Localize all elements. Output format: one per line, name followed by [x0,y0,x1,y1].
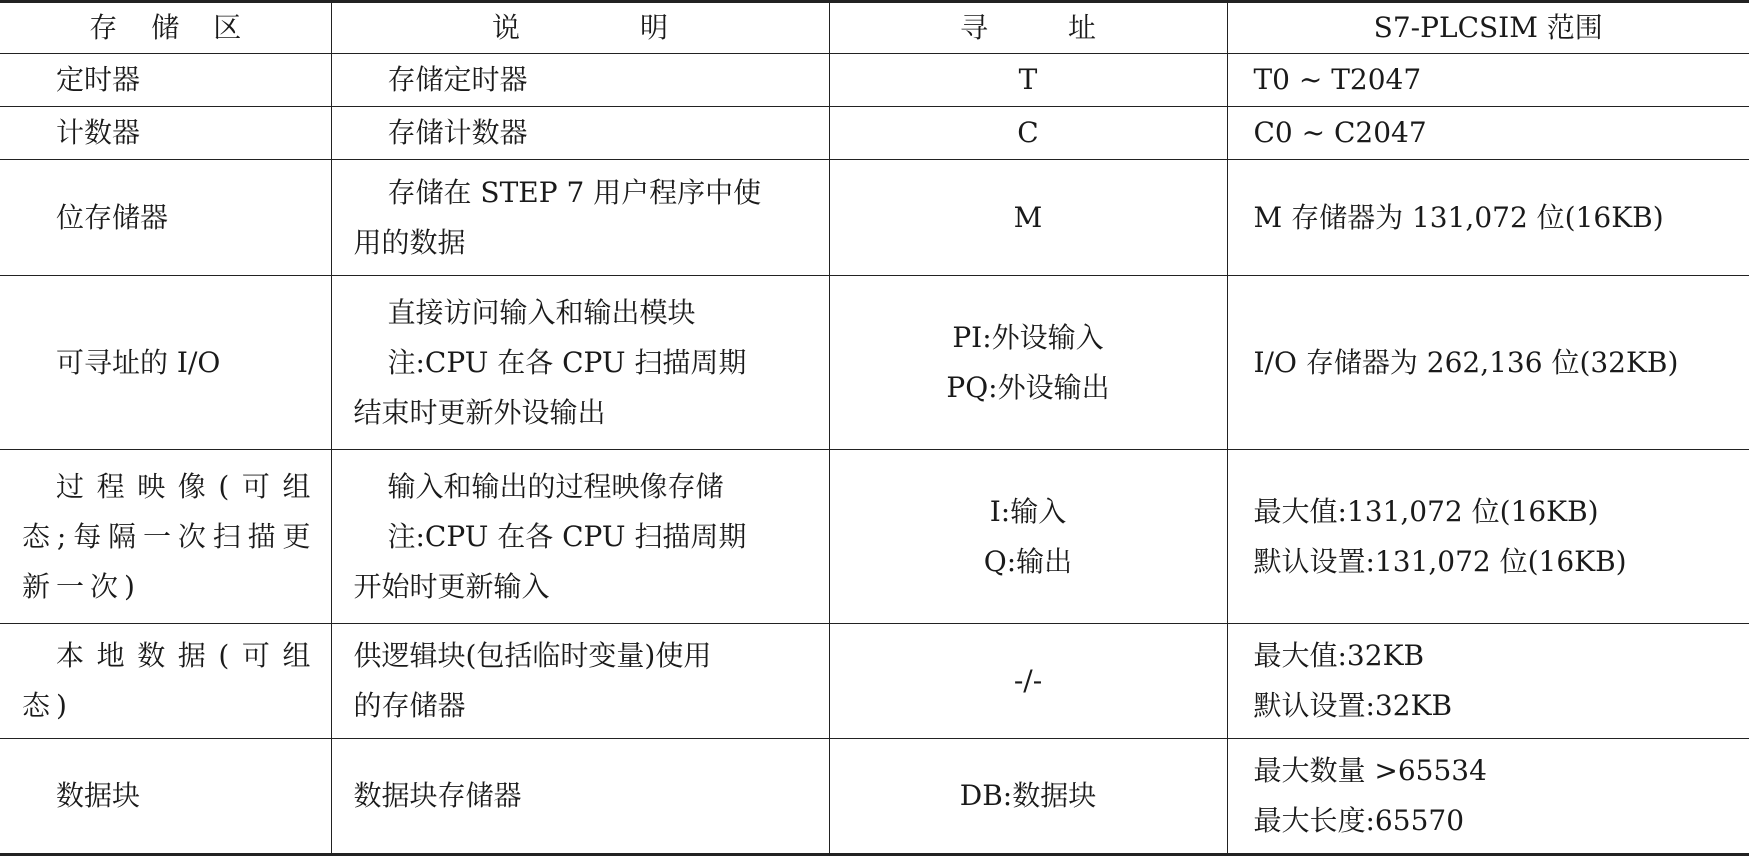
memory-area-text: 计数器 [56,116,141,149]
cell-addressing [829,107,1227,160]
description-line: 开始时更新输入 [353,569,550,603]
addressing-line: Q:输出 [983,544,1073,578]
description-line: 存储在 STEP 7 用户程序中使 [387,175,762,209]
cell-range [1227,107,1749,160]
addressing-line: I:输入 [989,494,1067,528]
cell-description [331,624,829,739]
addressing-line: PQ:外设输出 [946,370,1110,404]
cell-range [1227,54,1749,107]
cell-range [1227,276,1749,450]
cell-memory-area [0,624,331,739]
description-line: 输入和输出的过程映像存储 [387,469,724,503]
cell-memory-area [0,54,331,107]
range-line: 最大值:32KB [1253,639,1425,672]
description-line: 数据块存储器 [353,779,522,812]
cell-range [1227,450,1749,624]
description-line: 直接访问输入和输出模块 [387,295,696,329]
description-line: 存储计数器 [387,116,528,149]
description-line: 结束时更新外设输出 [353,395,606,429]
memory-area-text: 位存储器 [56,200,169,234]
range-line: I/O 存储器为 262,136 位(32KB) [1253,345,1679,379]
memory-area-text: 数据块 [56,779,141,812]
table-row [0,624,1749,739]
cell-addressing [829,276,1227,450]
header-addressing: 寻址 [829,2,1227,54]
addressing-line: C [1017,116,1039,149]
table-row [0,739,1749,855]
description-line: 注:CPU 在各 CPU 扫描周期 [387,519,747,553]
table-row [0,54,1749,107]
memory-area-text: 过程映像(可组态;每隔一次扫描更新一次) [22,469,317,603]
cell-memory-area [0,450,331,624]
cell-description [331,450,829,624]
cell-addressing [829,160,1227,276]
cell-description [331,54,829,107]
range-line: C0 ~ C2047 [1253,116,1427,149]
cell-addressing [829,624,1227,739]
range-line: 最大值:131,072 位(16KB) [1253,494,1599,528]
cell-range [1227,624,1749,739]
cell-addressing [829,739,1227,855]
table-row [0,160,1749,276]
header-row [0,2,1749,54]
addressing-line: -/- [1013,664,1043,697]
cell-addressing [829,54,1227,107]
cell-addressing [829,450,1227,624]
description-line: 供逻辑块(包括临时变量)使用 [353,639,712,672]
header-description: 说明 [331,2,829,54]
range-line: 默认设置:32KB [1253,689,1453,722]
cell-description [331,739,829,855]
cell-memory-area [0,276,331,450]
range-line: T0 ~ T2047 [1253,63,1422,96]
table-row [0,107,1749,160]
memory-area-text: 定时器 [56,63,141,96]
range-line: M 存储器为 131,072 位(16KB) [1253,200,1664,234]
memory-area-text: 可寻址的 I/O [56,345,221,379]
table-row [0,276,1749,450]
cell-range [1227,739,1749,855]
cell-description [331,276,829,450]
range-line: 最大长度:65570 [1253,804,1465,837]
header-memory-area: 存储区 [0,2,331,54]
header-plcsim-range: S7-PLCSIM 范围 [1227,2,1749,54]
cell-description [331,107,829,160]
cell-memory-area [0,739,331,855]
range-line: 最大数量 >65534 [1253,754,1487,787]
addressing-line: T [1018,63,1038,96]
cell-range [1227,160,1749,276]
addressing-line: DB:数据块 [959,779,1097,812]
description-line: 存储定时器 [387,63,528,96]
cell-memory-area [0,107,331,160]
table-row [0,450,1749,624]
description-line: 注:CPU 在各 CPU 扫描周期 [387,345,747,379]
description-line: 用的数据 [353,225,466,259]
memory-area-text: 本地数据(可组态) [22,639,317,722]
addressing-line: M [1013,200,1043,234]
cell-memory-area [0,160,331,276]
addressing-line: PI:外设输入 [952,320,1104,354]
cell-description [331,160,829,276]
range-line: 默认设置:131,072 位(16KB) [1253,544,1627,578]
description-line: 的存储器 [353,689,466,722]
